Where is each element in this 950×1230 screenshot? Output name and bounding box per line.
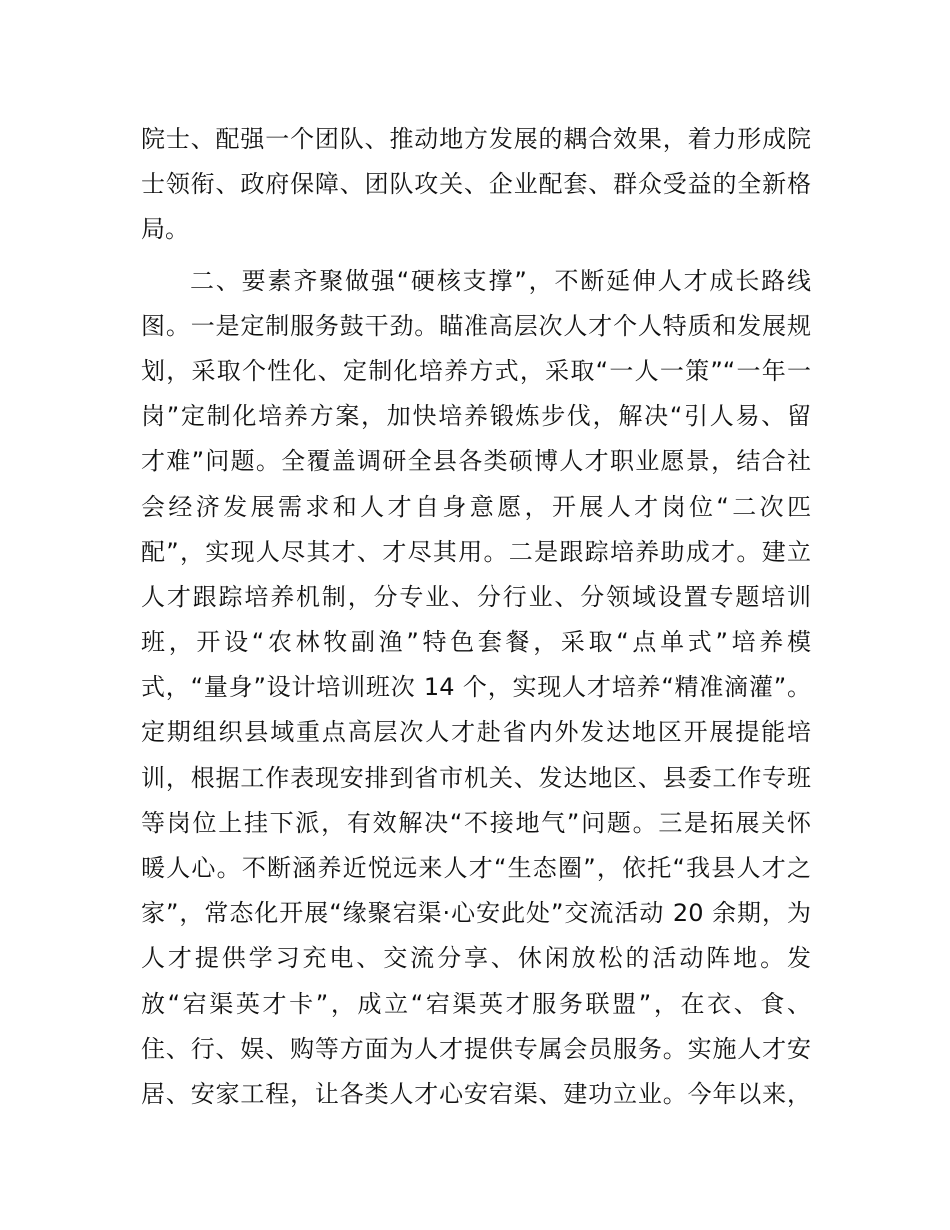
text-line: 放“宕渠英才卡”，成立“宕渠英才服务联盟”，在衣、食、 (141, 989, 811, 1018)
text-line: 配”，实现人尽其才、才尽其用。二是跟踪培养助成才。建立 (141, 537, 811, 566)
text-line: 等岗位上挂下派，有效解决“不接地气”问题。三是拓展关怀 (141, 808, 811, 837)
text-line: 住、行、娱、购等方面为人才提供专属会员服务。实施人才安 (141, 1034, 811, 1063)
text-line: 班，开设“农林牧副渔”特色套餐，采取“点单式”培养模 (141, 628, 811, 657)
text-line: 定期组织县域重点高层次人才赴省内外发达地区开展提能培 (141, 718, 811, 747)
text-line: 训，根据工作表现安排到省市机关、发达地区、县委工作专班 (141, 763, 811, 792)
text-line: 图。一是定制服务鼓干劲。瞄准高层次人才个人特质和发展规 (141, 311, 811, 340)
text-line: 二、要素齐聚做强“硬核支撑”，不断延伸人才成长路线 (190, 266, 811, 295)
text-line: 暖人心。不断涵养近悦远来人才“生态圈”，依托“我县人才之 (141, 854, 811, 882)
text-line: 人才跟踪培养机制，分专业、分行业、分领域设置专题培训 (141, 582, 811, 611)
body-text (141, 117, 811, 1117)
text-line: 居、安家工程，让各类人才心安宕渠、建功立业。今年以来， (141, 1079, 811, 1108)
text-line: 会经济发展需求和人才自身意愿，开展人才岗位“二次匹 (141, 492, 811, 521)
paragraph-2 (141, 259, 811, 1118)
text-line: 式，“量身”设计培训班次 14 个，实现人才培养“精准滴灌”。 (141, 673, 811, 702)
text-line: 岗”定制化培养方案，加快培养锻炼步伐，解决“引人易、留 (141, 402, 811, 431)
text-line: 士领衔、政府保障、团队攻关、企业配套、群众受益的全新格 (141, 170, 811, 199)
text-line: 家”，常态化开展“缘聚宕渠·心安此处”交流活动 20 余期，为 (141, 899, 811, 928)
text-line: 才难”问题。全覆盖调研全县各类硕博人才职业愿景，结合社 (141, 447, 811, 476)
paragraph-1 (141, 117, 811, 253)
text-line: 人才提供学习充电、交流分享、休闲放松的活动阵地。发 (141, 944, 811, 973)
text-line: 局。 (141, 215, 189, 244)
text-line: 院士、配强一个团队、推动地方发展的耦合效果，着力形成院 (141, 125, 811, 153)
text-line: 划，采取个性化、定制化培养方式，采取“一人一策”“一年一 (141, 356, 811, 385)
